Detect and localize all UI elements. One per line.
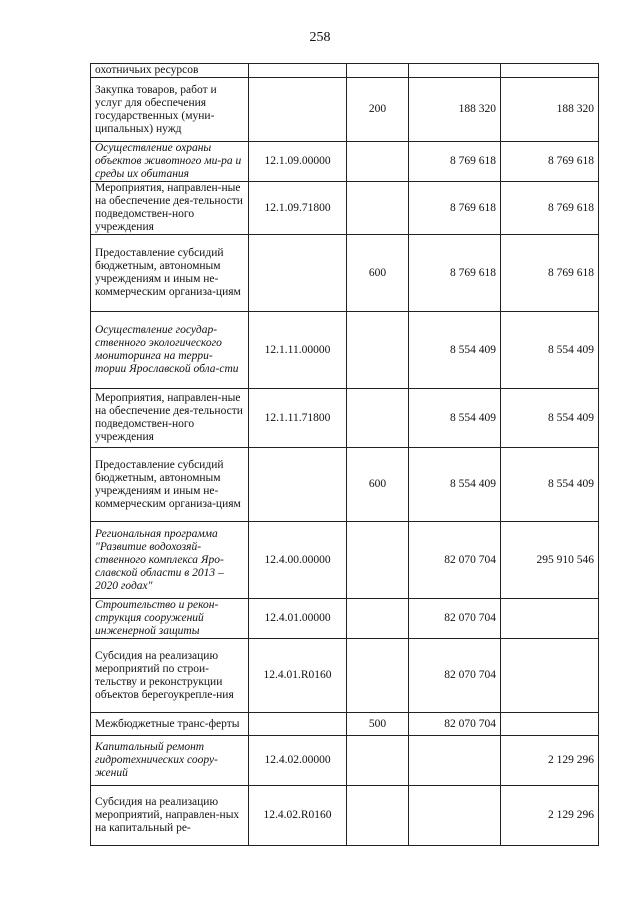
row-amount-second-cell: 8 769 618: [501, 142, 599, 182]
row-name-cell: охотничьих ресурсов: [91, 64, 249, 78]
row-expense-type-cell: 500: [347, 713, 409, 736]
row-expense-type-cell: [347, 312, 409, 389]
row-expense-type-cell: 200: [347, 78, 409, 142]
row-amount-first-cell: 8 554 409: [409, 389, 501, 448]
row-code-cell: 12.4.01.00000: [249, 599, 347, 639]
row-name-cell: Региональная программа "Развитие водохозяй-ственного комплекса Яро-славской области в 2013 – 2020 годах": [91, 522, 249, 599]
row-amount-first-cell: 82 070 704: [409, 599, 501, 639]
row-name-cell: Мероприятия, направлен-ные на обеспечение дея-тельности подведомствен-ного учреждения: [91, 182, 249, 235]
row-expense-type-cell: 600: [347, 235, 409, 312]
table-row: [91, 389, 599, 448]
row-amount-second-cell: 188 320: [501, 78, 599, 142]
row-name-cell: Предоставление субсидий бюджетным, автономным учреждениям и иным не-коммерческим организа-циям: [91, 235, 249, 312]
row-name-cell: Мероприятия, направлен-ные на обеспечение дея-тельности подведомствен-ного учреждения: [91, 389, 249, 448]
row-amount-second-cell: 8 769 618: [501, 235, 599, 312]
row-amount-first-cell: [409, 786, 501, 846]
row-name-cell: Осуществление государ-ственного экологического мониторинга на терри-тории Ярославской обла-сти: [91, 312, 249, 389]
row-amount-first-cell: 82 070 704: [409, 713, 501, 736]
row-amount-first-cell: 8 769 618: [409, 182, 501, 235]
row-code-cell: 12.4.02.R0160: [249, 786, 347, 846]
row-amount-second-cell: [501, 713, 599, 736]
row-expense-type-cell: [347, 64, 409, 78]
row-name-cell: Предоставление субсидий бюджетным, автономным учреждениям и иным не-коммерческим организа-циям: [91, 448, 249, 522]
budget-table-body: [91, 64, 599, 846]
row-name-cell: Субсидия на реализацию мероприятий по строи-тельству и реконструкции объектов берегоукрепле-ния: [91, 639, 249, 713]
row-amount-first-cell: 8 769 618: [409, 235, 501, 312]
table-row: [91, 522, 599, 599]
row-amount-second-cell: 8 554 409: [501, 389, 599, 448]
table-row: [91, 312, 599, 389]
row-name-cell: Закупка товаров, работ и услуг для обеспечения государственных (муни-ципальных) нужд: [91, 78, 249, 142]
row-amount-first-cell: 82 070 704: [409, 522, 501, 599]
row-name-cell: Осуществление охраны объектов животного ми-ра и среды их обитания: [91, 142, 249, 182]
row-code-cell: [249, 235, 347, 312]
table-row: [91, 142, 599, 182]
row-code-cell: 12.1.11.71800: [249, 389, 347, 448]
row-name-cell: Капитальный ремонт гидротехнических соору-жений: [91, 736, 249, 786]
table-row: [91, 599, 599, 639]
row-name-cell: Межбюджетные транс-ферты: [91, 713, 249, 736]
row-code-cell: [249, 64, 347, 78]
row-amount-second-cell: 2 129 296: [501, 736, 599, 786]
row-amount-first-cell: [409, 736, 501, 786]
row-amount-second-cell: 2 129 296: [501, 786, 599, 846]
row-name-cell: Строительство и рекон-струкция сооружений инженерной защиты: [91, 599, 249, 639]
row-amount-second-cell: [501, 64, 599, 78]
row-amount-first-cell: 188 320: [409, 78, 501, 142]
row-expense-type-cell: [347, 389, 409, 448]
row-code-cell: 12.1.09.00000: [249, 142, 347, 182]
row-amount-second-cell: [501, 639, 599, 713]
table-row: [91, 78, 599, 142]
row-amount-first-cell: 8 554 409: [409, 448, 501, 522]
table-row: [91, 639, 599, 713]
row-code-cell: 12.4.00.00000: [249, 522, 347, 599]
row-amount-second-cell: 8 554 409: [501, 448, 599, 522]
row-expense-type-cell: [347, 786, 409, 846]
row-expense-type-cell: 600: [347, 448, 409, 522]
page-number: 258: [309, 30, 331, 45]
row-amount-second-cell: 8 769 618: [501, 182, 599, 235]
row-code-cell: [249, 713, 347, 736]
row-amount-first-cell: [409, 64, 501, 78]
row-name-cell: Субсидия на реализацию мероприятий, направлен-ных на капитальный ре-: [91, 786, 249, 846]
table-row: [91, 786, 599, 846]
row-code-cell: [249, 78, 347, 142]
row-code-cell: 12.1.11.00000: [249, 312, 347, 389]
row-amount-second-cell: 8 554 409: [501, 312, 599, 389]
table-row: [91, 713, 599, 736]
budget-table: [90, 63, 599, 846]
row-expense-type-cell: [347, 142, 409, 182]
row-code-cell: [249, 448, 347, 522]
row-expense-type-cell: [347, 736, 409, 786]
table-row: [91, 182, 599, 235]
row-expense-type-cell: [347, 182, 409, 235]
table-row: [91, 64, 599, 78]
table-row: [91, 736, 599, 786]
row-amount-second-cell: [501, 599, 599, 639]
row-code-cell: 12.4.02.00000: [249, 736, 347, 786]
row-amount-first-cell: 8 769 618: [409, 142, 501, 182]
row-expense-type-cell: [347, 522, 409, 599]
row-amount-second-cell: 295 910 546: [501, 522, 599, 599]
row-amount-first-cell: 8 554 409: [409, 312, 501, 389]
row-expense-type-cell: [347, 599, 409, 639]
table-row: [91, 448, 599, 522]
table-row: [91, 235, 599, 312]
row-amount-first-cell: 82 070 704: [409, 639, 501, 713]
row-code-cell: 12.1.09.71800: [249, 182, 347, 235]
row-code-cell: 12.4.01.R0160: [249, 639, 347, 713]
row-expense-type-cell: [347, 639, 409, 713]
